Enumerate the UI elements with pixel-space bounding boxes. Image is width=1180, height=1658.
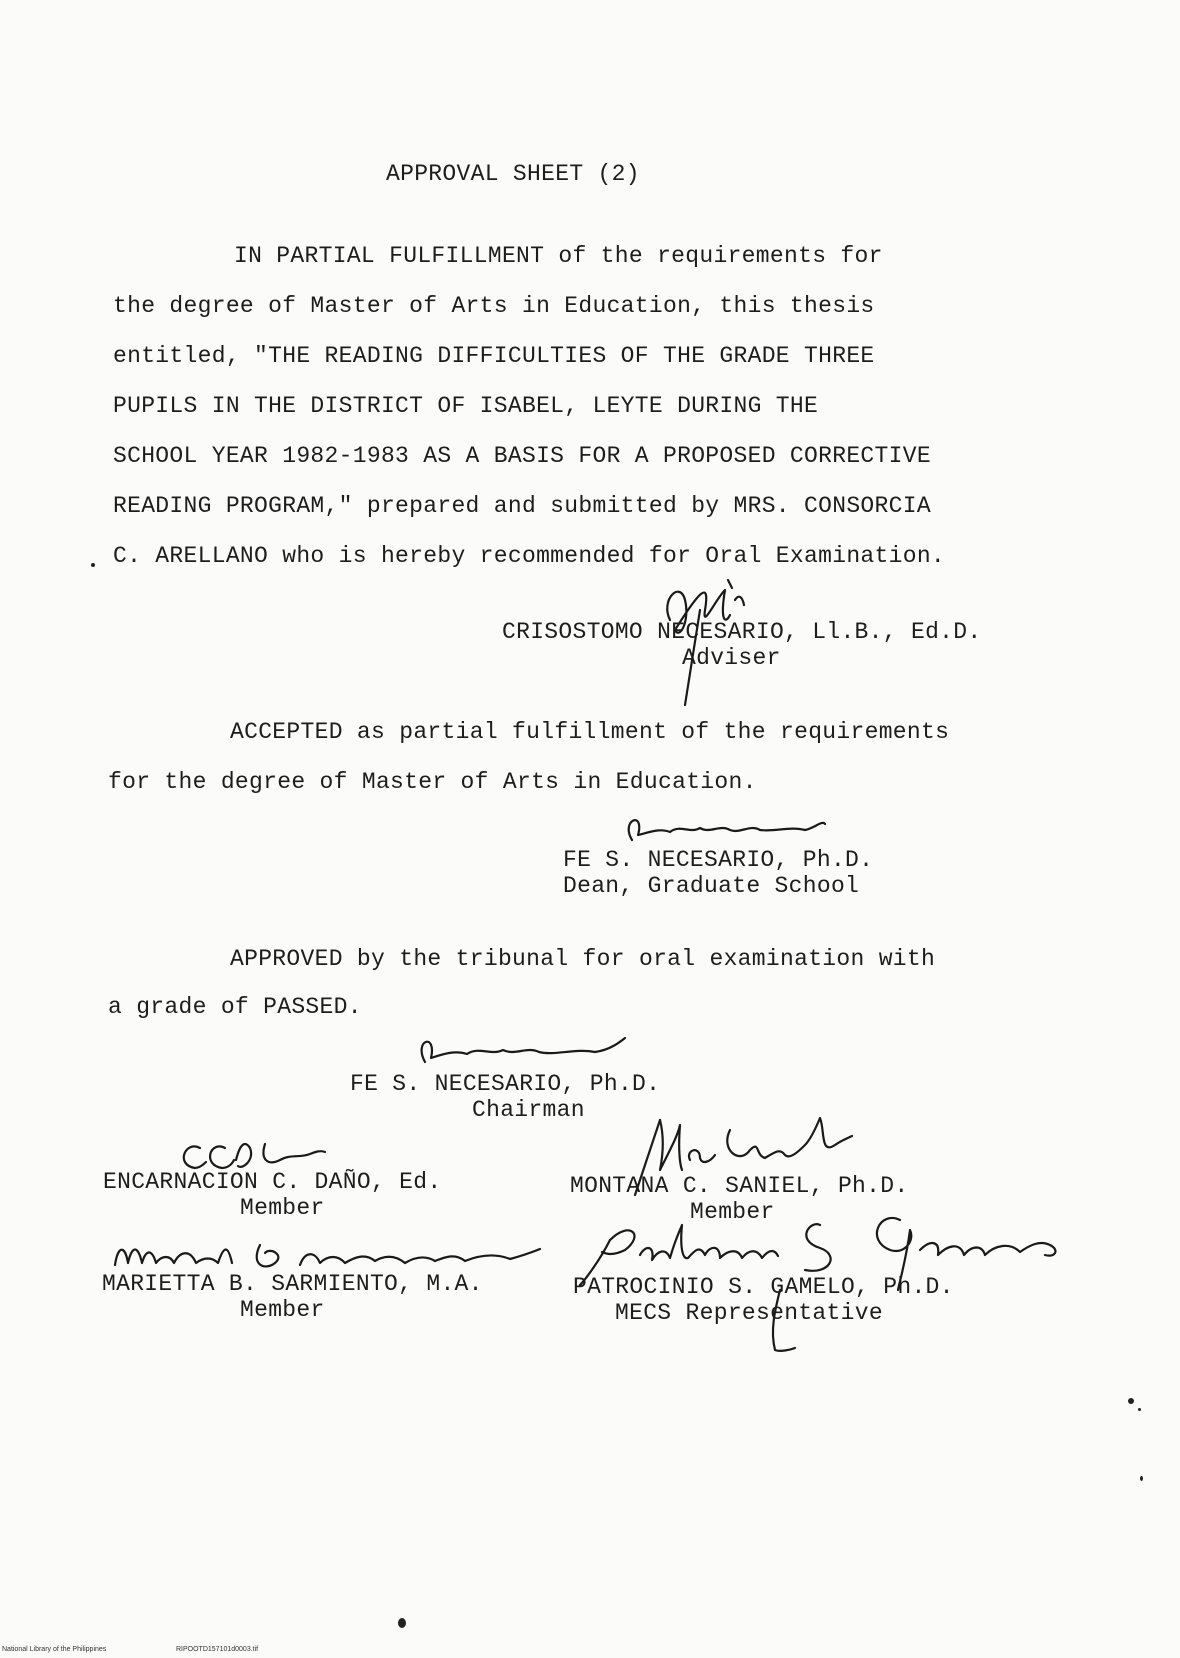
scan-speck xyxy=(1128,1398,1134,1404)
dean-role: Dean, Graduate School xyxy=(563,873,860,899)
scan-speck xyxy=(1140,1476,1143,1481)
paragraph-line: the degree of Master of Arts in Education, this thesis xyxy=(113,293,875,319)
paragraph-line: for the degree of Master of Arts in Education. xyxy=(108,769,757,795)
adviser-name: CRISOSTOMO NECESARIO, Ll.B., Ed.D. xyxy=(502,619,982,645)
member-name: MONTANA C. SANIEL, Ph.D. xyxy=(570,1173,909,1199)
scan-speck xyxy=(91,563,95,567)
paragraph-line: entitled, "THE READING DIFFICULTIES OF THE GRADE THREE xyxy=(113,343,875,369)
dean-name: FE S. NECESARIO, Ph.D. xyxy=(563,847,874,873)
paragraph-line: a grade of PASSED. xyxy=(108,994,362,1020)
adviser-role: Adviser xyxy=(682,645,781,671)
paragraph-line: SCHOOL YEAR 1982-1983 AS A BASIS FOR A PROPOSED CORRECTIVE xyxy=(113,443,931,469)
page-title: APPROVAL SHEET (2) xyxy=(386,161,640,187)
scan-speck xyxy=(1138,1408,1141,1411)
paragraph-line: C. ARELLANO who is hereby recommended for Oral Examination. xyxy=(113,543,946,569)
footer-library: National Library of the Philippines xyxy=(2,1646,107,1653)
chairman-name: FE S. NECESARIO, Ph.D. xyxy=(350,1071,661,1097)
paragraph-line: PUPILS IN THE DISTRICT OF ISABEL, LEYTE DURING THE xyxy=(113,393,819,419)
member-role: MECS Representative xyxy=(615,1300,883,1326)
member-name: ENCARNACION C. DAÑO, Ed. xyxy=(103,1169,442,1195)
paragraph-line: IN PARTIAL FULFILLMENT of the requirements for xyxy=(234,243,883,269)
chairman-role: Chairman xyxy=(472,1097,585,1123)
member-name: PATROCINIO S. GAMELO, Ph.D. xyxy=(573,1274,954,1300)
footer-filename: RIPOOTD157101d0003.tif xyxy=(176,1646,259,1653)
paragraph-line: ACCEPTED as partial fulfillment of the requirements xyxy=(230,719,950,745)
scan-speck xyxy=(398,1618,406,1628)
member-role: Member xyxy=(690,1199,775,1225)
paragraph-line: APPROVED by the tribunal for oral examination with xyxy=(230,946,936,972)
member-name: MARIETTA B. SARMIENTO, M.A. xyxy=(102,1271,483,1297)
paragraph-line: READING PROGRAM," prepared and submitted by MRS. CONSORCIA xyxy=(113,493,931,519)
member-role: Member xyxy=(240,1297,325,1323)
member-role: Member xyxy=(240,1195,325,1221)
